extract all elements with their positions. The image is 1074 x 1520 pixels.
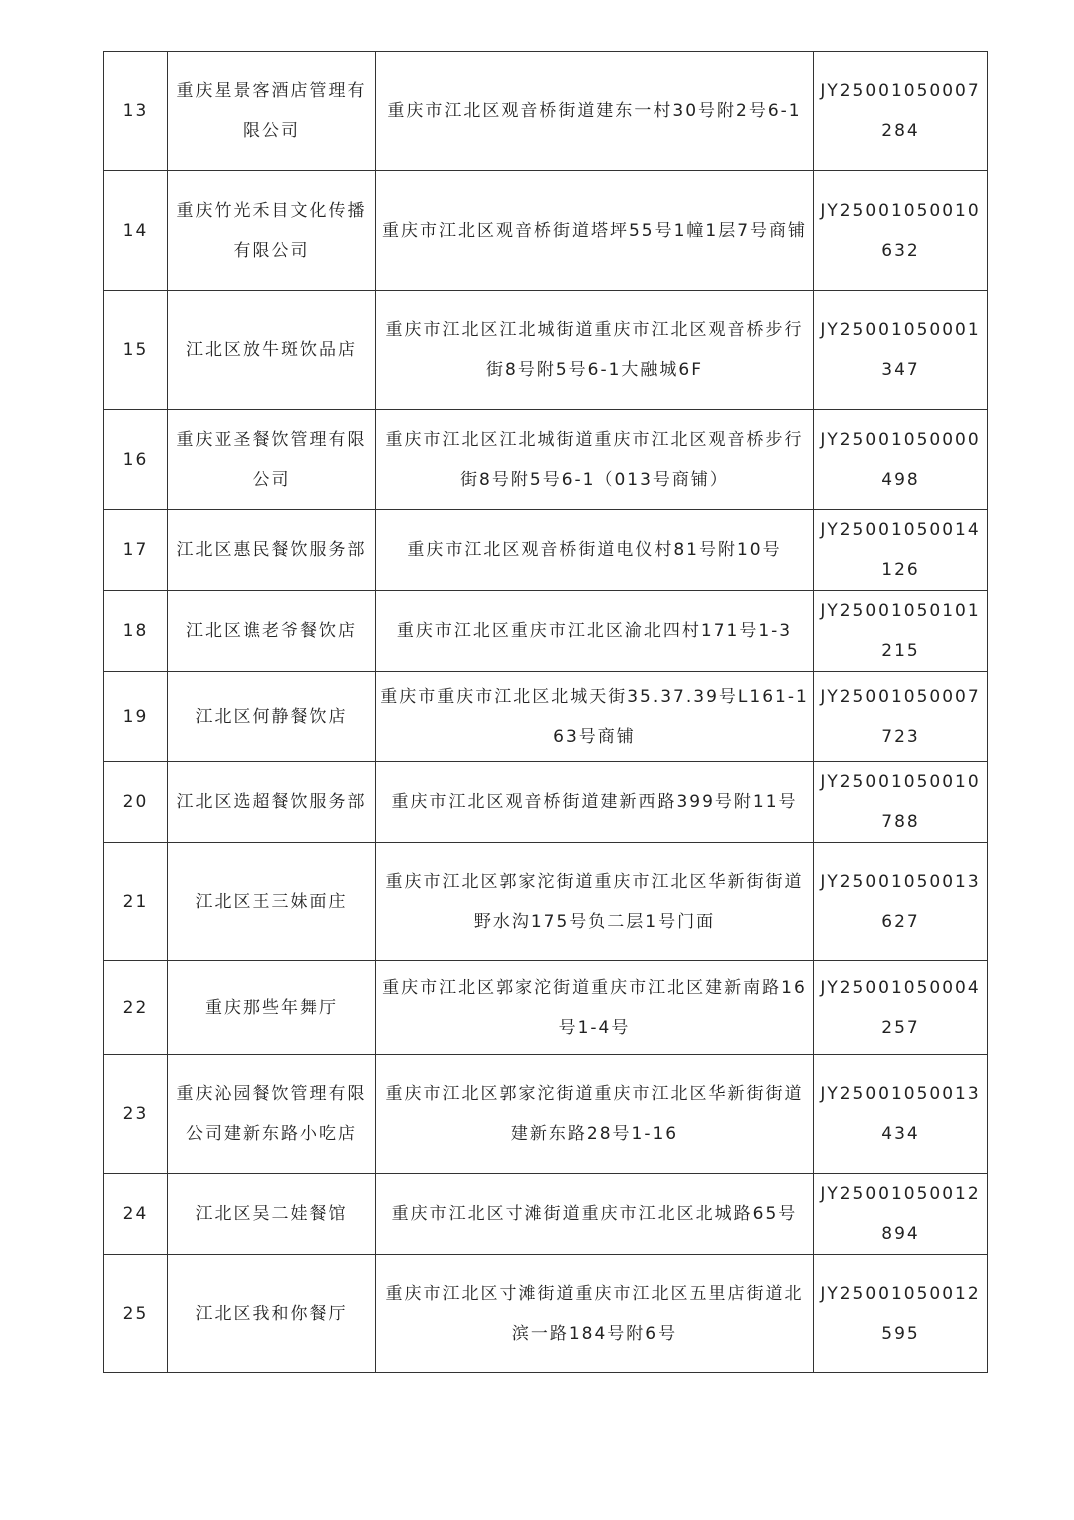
business-address: 重庆市江北区江北城街道重庆市江北区观音桥步行街8号附5号6-1（013号商铺） (376, 410, 814, 510)
table-row (104, 291, 988, 410)
license-table (103, 51, 988, 1373)
business-address: 重庆市江北区郭家沱街道重庆市江北区华新街街道建新东路28号1-16 (376, 1055, 814, 1174)
business-name: 重庆竹光禾目文化传播有限公司 (168, 171, 376, 291)
business-address: 重庆市江北区郭家沱街道重庆市江北区建新南路16号1-4号 (376, 961, 814, 1055)
row-number: 22 (104, 961, 168, 1055)
row-number: 23 (104, 1055, 168, 1174)
license-number: JY25001050013627 (814, 843, 988, 961)
license-number: JY25001050101215 (814, 591, 988, 672)
license-number: JY25001050007723 (814, 672, 988, 762)
business-address: 重庆市江北区寸滩街道重庆市江北区五里店街道北滨一路184号附6号 (376, 1255, 814, 1373)
table-row (104, 1174, 988, 1255)
row-number: 24 (104, 1174, 168, 1255)
table-row (104, 171, 988, 291)
license-number: JY25001050012595 (814, 1255, 988, 1373)
license-number: JY25001050012894 (814, 1174, 988, 1255)
row-number: 17 (104, 510, 168, 591)
business-name: 重庆星景客酒店管理有限公司 (168, 52, 376, 171)
business-address: 重庆市江北区重庆市江北区渝北四村171号1-3 (376, 591, 814, 672)
row-number: 18 (104, 591, 168, 672)
business-name: 江北区惠民餐饮服务部 (168, 510, 376, 591)
license-table-body (104, 52, 988, 1373)
table-row (104, 410, 988, 510)
table-row (104, 961, 988, 1055)
table-row (104, 1055, 988, 1174)
table-row (104, 510, 988, 591)
license-number: JY25001050013434 (814, 1055, 988, 1174)
row-number: 25 (104, 1255, 168, 1373)
business-name: 江北区我和你餐厅 (168, 1255, 376, 1373)
row-number: 19 (104, 672, 168, 762)
business-name: 江北区吴二娃餐馆 (168, 1174, 376, 1255)
table-row (104, 843, 988, 961)
business-name: 江北区选超餐饮服务部 (168, 762, 376, 843)
business-address: 重庆市江北区寸滩街道重庆市江北区北城路65号 (376, 1174, 814, 1255)
business-name: 江北区放牛斑饮品店 (168, 291, 376, 410)
business-name: 江北区谯老爷餐饮店 (168, 591, 376, 672)
row-number: 21 (104, 843, 168, 961)
table-row (104, 52, 988, 171)
business-name: 重庆那些年舞厅 (168, 961, 376, 1055)
business-address: 重庆市江北区观音桥街道塔坪55号1幢1层7号商铺 (376, 171, 814, 291)
license-number: JY25001050010632 (814, 171, 988, 291)
business-address: 重庆市江北区观音桥街道建新西路399号附11号 (376, 762, 814, 843)
business-address: 重庆市江北区江北城街道重庆市江北区观音桥步行街8号附5号6-1大融城6F (376, 291, 814, 410)
business-name: 重庆亚圣餐饮管理有限公司 (168, 410, 376, 510)
table-row (104, 1255, 988, 1373)
business-address: 重庆市江北区郭家沱街道重庆市江北区华新街街道野水沟175号负二层1号门面 (376, 843, 814, 961)
business-address: 重庆市重庆市江北区北城天街35.37.39号L161-163号商铺 (376, 672, 814, 762)
table-row (104, 762, 988, 843)
license-number: JY25001050007284 (814, 52, 988, 171)
row-number: 16 (104, 410, 168, 510)
business-name: 江北区何静餐饮店 (168, 672, 376, 762)
license-number: JY25001050004257 (814, 961, 988, 1055)
table-row (104, 591, 988, 672)
row-number: 20 (104, 762, 168, 843)
license-number: JY25001050000498 (814, 410, 988, 510)
license-number: JY25001050001347 (814, 291, 988, 410)
row-number: 15 (104, 291, 168, 410)
row-number: 13 (104, 52, 168, 171)
row-number: 14 (104, 171, 168, 291)
table-row (104, 672, 988, 762)
license-number: JY25001050014126 (814, 510, 988, 591)
business-address: 重庆市江北区观音桥街道电仪村81号附10号 (376, 510, 814, 591)
business-address: 重庆市江北区观音桥街道建东一村30号附2号6-1 (376, 52, 814, 171)
business-name: 江北区王三妹面庄 (168, 843, 376, 961)
license-number: JY25001050010788 (814, 762, 988, 843)
business-name: 重庆沁园餐饮管理有限公司建新东路小吃店 (168, 1055, 376, 1174)
